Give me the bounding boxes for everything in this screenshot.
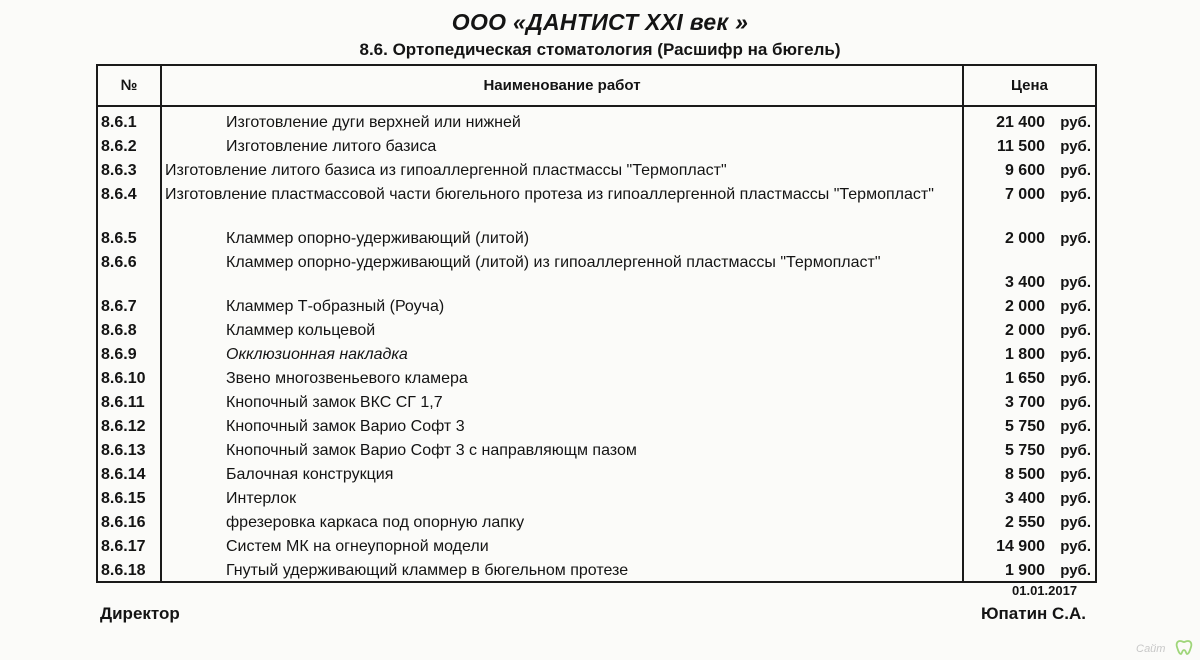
table-row: [97, 294, 1096, 318]
row-number: 8.6.17: [97, 534, 161, 558]
watermark-text: Сайт: [1136, 643, 1166, 655]
price-amount: 21 400: [996, 114, 1045, 131]
price-amount: 5 750: [1004, 442, 1045, 459]
row-number: 8.6.11: [97, 390, 161, 414]
row-number: 8.6.15: [97, 486, 161, 510]
row-number: 8.6.3: [97, 158, 161, 182]
price-amount: 8 500: [1004, 466, 1045, 483]
price-amount: 7 000: [1004, 186, 1045, 203]
row-number: 8.6.14: [97, 462, 161, 486]
currency-label: руб.: [1060, 114, 1091, 131]
site-watermark: [1134, 638, 1194, 656]
service-name: Изготовление литого базиса из гипоаллергенной пластмассы "Термопласт": [161, 158, 963, 182]
table-row: [97, 534, 1096, 558]
service-name: Кнопочный замок ВКС СГ 1,7: [161, 390, 963, 414]
price-amount: 1 900: [1004, 562, 1045, 579]
table-row: [97, 462, 1096, 486]
service-name: Интерлок: [161, 486, 963, 510]
currency-label: руб.: [1060, 138, 1091, 155]
service-name: Кламмер Т-образный (Роуча): [161, 294, 963, 318]
company-name: ООО «ДАНТИСТ XXI век »: [451, 9, 749, 35]
currency-label: руб.: [1060, 514, 1091, 531]
price-amount: 1 800: [1004, 346, 1045, 363]
currency-label: руб.: [1060, 370, 1091, 387]
director-title: Директор: [100, 604, 180, 623]
currency-label: руб.: [1060, 418, 1091, 435]
service-name: Систем МК на огнеупорной модели: [161, 534, 963, 558]
currency-label: руб.: [1060, 186, 1091, 203]
table-row: [97, 414, 1096, 438]
price-cell: [963, 250, 1096, 294]
currency-label: руб.: [1060, 394, 1091, 411]
table-row: [97, 366, 1096, 390]
table-row: [97, 250, 1096, 294]
table-row: [97, 226, 1096, 250]
row-number: 8.6.18: [97, 558, 161, 582]
price-amount: 2 000: [1004, 322, 1045, 339]
row-number: 8.6.1: [97, 110, 161, 134]
currency-label: руб.: [1060, 442, 1091, 459]
table-header-row: [97, 65, 1096, 106]
table-row: [97, 182, 1096, 226]
price-amount: 3 400: [1004, 490, 1045, 507]
price-cell: [963, 318, 1096, 342]
service-name: Изготовление дуги верхней или нижней: [161, 110, 963, 134]
price-cell: [963, 342, 1096, 366]
price-cell: [963, 558, 1096, 582]
price-amount: 2 000: [1004, 230, 1045, 247]
tooth-icon: [1177, 641, 1192, 654]
price-cell: [963, 510, 1096, 534]
price-cell: [963, 366, 1096, 390]
row-number: 8.6.9: [97, 342, 161, 366]
table-row: [97, 510, 1096, 534]
row-number: 8.6.16: [97, 510, 161, 534]
price-amount: 3 400: [1004, 274, 1045, 291]
table-row: [97, 134, 1096, 158]
row-number: 8.6.2: [97, 134, 161, 158]
price-amount: 5 750: [1004, 418, 1045, 435]
service-name: Кнопочный замок Варио Софт 3 с направляющм пазом: [161, 438, 963, 462]
price-list-date: 01.01.2017: [1012, 583, 1078, 598]
price-cell: [963, 414, 1096, 438]
row-number: 8.6.7: [97, 294, 161, 318]
currency-label: руб.: [1060, 274, 1091, 291]
currency-label: руб.: [1060, 298, 1091, 315]
price-cell: [963, 438, 1096, 462]
currency-label: руб.: [1060, 490, 1091, 507]
column-header-name: Наименование работ: [161, 65, 963, 106]
table-row: [97, 438, 1096, 462]
price-amount: 9 600: [1004, 162, 1045, 179]
table-row: [97, 110, 1096, 134]
service-name: Звено многозвеньевого кламера: [161, 366, 963, 390]
service-name: Изготовление пластмассовой части бюгельного протеза из гипоаллергенной пластмассы "Термопласт": [161, 182, 963, 226]
price-cell: [963, 110, 1096, 134]
currency-label: руб.: [1060, 346, 1091, 363]
price-amount: 1 650: [1004, 370, 1045, 387]
table-row: [97, 342, 1096, 366]
row-number: 8.6.12: [97, 414, 161, 438]
price-amount: 2 550: [1004, 514, 1045, 531]
currency-label: руб.: [1060, 562, 1091, 579]
price-cell: [963, 390, 1096, 414]
price-cell: [963, 226, 1096, 250]
price-cell: [963, 462, 1096, 486]
price-amount: 2 000: [1004, 298, 1045, 315]
service-name: Изготовление литого базиса: [161, 134, 963, 158]
service-name: Кнопочный замок Варио Софт 3: [161, 414, 963, 438]
currency-label: руб.: [1060, 322, 1091, 339]
row-number: 8.6.6: [97, 250, 161, 294]
row-number: 8.6.4: [97, 182, 161, 226]
row-number: 8.6.10: [97, 366, 161, 390]
price-cell: [963, 182, 1096, 226]
price-table: [96, 64, 1097, 583]
price-cell: [963, 534, 1096, 558]
table-row: [97, 558, 1096, 582]
table-row: [97, 390, 1096, 414]
row-number: 8.6.13: [97, 438, 161, 462]
column-header-num: №: [97, 65, 161, 106]
currency-label: руб.: [1060, 466, 1091, 483]
price-list-subtitle: 8.6. Ортопедическая стоматология (Расшифр на бюгель): [359, 40, 841, 59]
currency-label: руб.: [1060, 538, 1091, 555]
price-amount: 14 900: [996, 538, 1045, 555]
service-name: Кламмер кольцевой: [161, 318, 963, 342]
price-cell: [963, 486, 1096, 510]
table-row: [97, 318, 1096, 342]
price-amount: 3 700: [1004, 394, 1045, 411]
row-number: 8.6.5: [97, 226, 161, 250]
service-name: Балочная конструкция: [161, 462, 963, 486]
director-name: Юпатин С.А.: [981, 604, 1087, 623]
row-number: 8.6.8: [97, 318, 161, 342]
currency-label: руб.: [1060, 230, 1091, 247]
service-name: Гнутый удерживающий кламмер в бюгельном протезе: [161, 558, 963, 582]
table-row: [97, 486, 1096, 510]
column-header-price: Цена: [963, 65, 1096, 106]
service-name: фрезеровка каркаса под опорную лапку: [161, 510, 963, 534]
price-cell: [963, 294, 1096, 318]
service-name: Кламмер опорно-удерживающий (литой) из гипоаллергенной пластмассы "Термопласт": [161, 250, 963, 294]
table-row: [97, 158, 1096, 182]
currency-label: руб.: [1060, 162, 1091, 179]
service-name: Окклюзионная накладка: [161, 342, 963, 366]
price-cell: [963, 134, 1096, 158]
service-name: Кламмер опорно-удерживающий (литой): [161, 226, 963, 250]
price-cell: [963, 158, 1096, 182]
price-amount: 11 500: [996, 138, 1045, 155]
